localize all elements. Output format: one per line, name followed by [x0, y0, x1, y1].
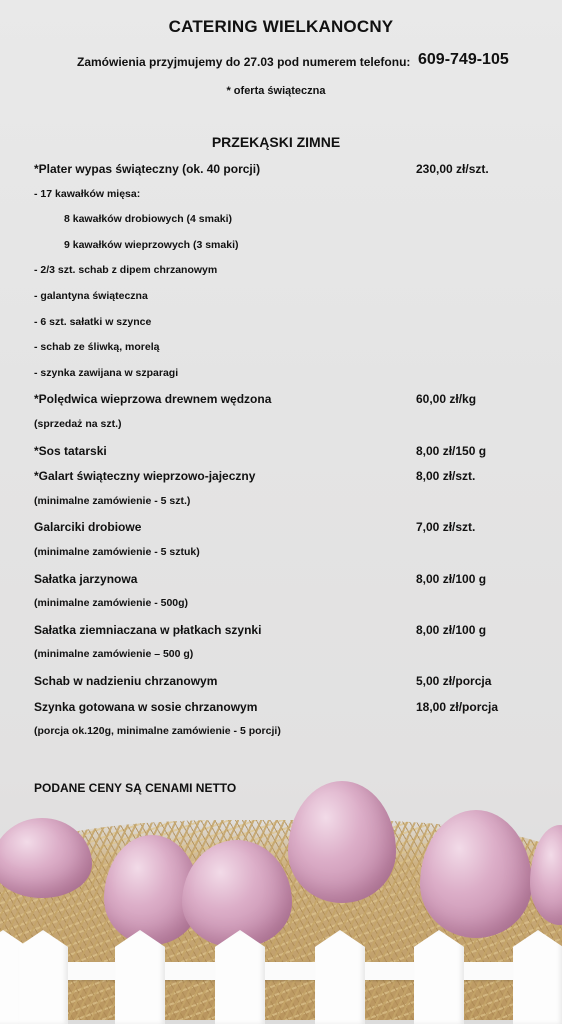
fence-picket [513, 930, 562, 1024]
menu-item-name: Galarciki drobiowe [34, 520, 142, 534]
menu-item-name: - 2/3 szt. schab z dipem chrzanowym [34, 264, 218, 276]
menu-item [0, 495, 562, 517]
menu-item-name: Szynka gotowana w sosie chrzanowym [34, 700, 258, 714]
menu-item [0, 162, 562, 184]
menu-item-name: - galantyna świąteczna [34, 290, 148, 302]
menu-item [0, 418, 562, 440]
pink-egg-image [288, 781, 396, 903]
fence-rail [0, 962, 562, 980]
menu-item-price: 230,00 zł/szt. [416, 162, 489, 176]
menu-item [0, 725, 562, 747]
menu-item-price: 5,00 zł/porcja [416, 674, 492, 688]
fence-picket [215, 930, 265, 1024]
menu-item-price: 8,00 zł/150 g [416, 444, 487, 458]
menu-item [0, 290, 562, 312]
menu-item-name: (porcja ok.120g, minimalne zamówienie - 5 porcji) [34, 725, 281, 737]
menu-item-name: Sałatka ziemniaczana w płatkach szynki [34, 623, 262, 637]
menu-item-name: Sałatka jarzynowa [34, 572, 138, 586]
menu-item-name: 9 kawałków wieprzowych (3 smaki) [64, 239, 239, 251]
pink-egg-image [420, 810, 532, 938]
menu-item [0, 392, 562, 414]
menu-item-name: (minimalne zamówienie - 5 sztuk) [34, 546, 200, 558]
menu-item-name: Schab w nadzieniu chrzanowym [34, 674, 218, 688]
menu-item [0, 367, 562, 389]
net-prices-note: PODANE CENY SĄ CENAMI NETTO [34, 781, 237, 795]
menu-item [0, 469, 562, 491]
menu-item-name: - 17 kawałków mięsa: [34, 188, 141, 200]
phone-number: 609-749-105 [418, 51, 509, 68]
menu-item [0, 597, 562, 619]
section-title: PRZEKĄSKI ZIMNE [211, 134, 341, 150]
menu-item [0, 520, 562, 542]
menu-item-name: - szynka zawijana w szparagi [34, 367, 179, 379]
menu-item-name: 8 kawałków drobiowych (4 smaki) [64, 213, 233, 225]
menu-item [0, 572, 562, 594]
page-title: CATERING WIELKANOCNY [168, 17, 394, 36]
offer-note: * oferta świąteczna [226, 85, 326, 97]
fence-picket [115, 930, 165, 1024]
menu-item-price: 8,00 zł/100 g [416, 623, 487, 637]
menu-item [0, 341, 562, 363]
menu-item-name: (minimalne zamówienie - 500g) [34, 597, 189, 609]
menu-item-name: (minimalne zamówienie – 500 g) [34, 648, 194, 660]
menu-item [0, 623, 562, 645]
menu-item-price: 18,00 zł/porcja [416, 700, 499, 714]
menu-item-price: 8,00 zł/szt. [416, 469, 476, 483]
menu-item-name: *Polędwica wieprzowa drewnem wędzona [34, 392, 272, 406]
menu-item-name: *Plater wypas świąteczny (ok. 40 porcji) [34, 162, 261, 176]
menu-item [0, 239, 562, 261]
order-deadline-text: Zamówienia przyjmujemy do 27.03 pod numerem telefonu: [77, 55, 411, 69]
menu-item [0, 700, 562, 722]
menu-item [0, 674, 562, 696]
menu-item [0, 648, 562, 670]
menu-item-name: - 6 szt. sałatki w szynce [34, 316, 152, 328]
menu-item [0, 264, 562, 286]
menu-item [0, 188, 562, 210]
menu-item-name: *Sos tatarski [34, 444, 107, 458]
fence-picket [414, 930, 464, 1024]
menu-item-price: 8,00 zł/100 g [416, 572, 487, 586]
menu-item-name: (sprzedaż na szt.) [34, 418, 122, 430]
menu-item [0, 316, 562, 338]
menu-item-name: (minimalne zamówienie - 5 szt.) [34, 495, 191, 507]
fence-picket [315, 930, 365, 1024]
menu-item-name: *Galart świąteczny wieprzowo-jajeczny [34, 469, 256, 483]
menu-item-price: 60,00 zł/kg [416, 392, 477, 406]
menu-item-name: - schab ze śliwką, morelą [34, 341, 160, 353]
fence-picket [18, 930, 68, 1024]
menu-item [0, 213, 562, 235]
menu-item [0, 546, 562, 568]
menu-item-price: 7,00 zł/szt. [416, 520, 476, 534]
menu-item [0, 444, 562, 466]
